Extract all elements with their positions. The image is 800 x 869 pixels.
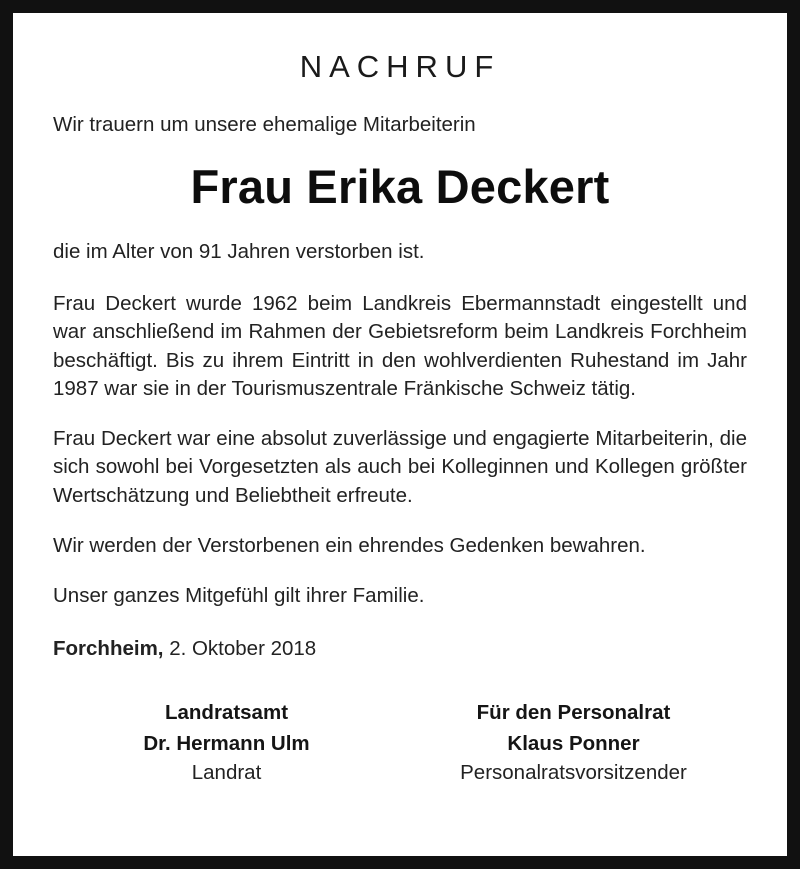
signature-organisation: Landratsamt xyxy=(164,700,289,724)
body-paragraph-3: Wir werden der Verstorbenen ein ehrendes Gedenken bewahren. xyxy=(53,533,646,557)
body-paragraph-4: Unser ganzes Mitgefühl gilt ihrer Familie. xyxy=(53,584,425,608)
intro-text: Wir trauern um unsere ehemalige Mitarbeiterin xyxy=(53,113,476,136)
signature-block xyxy=(53,701,747,785)
body-paragraph-2: Frau Deckert war eine absolut zuverlässige und engagierte Mitarbeiterin, die sich sowohl bei Vorgesetzten als auch bei Kolleginnen und Kollegen größter Wertschätzung und Beliebtheit erfreute. xyxy=(53,427,747,507)
place-label: Forchheim, xyxy=(53,636,164,660)
signature-role: Personalratsvorsitzender xyxy=(460,760,687,784)
page-title: NACHRUF xyxy=(299,49,501,84)
signature-column-right xyxy=(400,701,747,785)
date-label: 2. Oktober 2018 xyxy=(163,636,317,660)
signature-role: Landrat xyxy=(191,760,262,784)
age-statement: die im Alter von 91 Jahren verstorben ist. xyxy=(53,240,425,263)
signature-person: Klaus Ponner xyxy=(507,731,640,755)
body-paragraph-1: Frau Deckert wurde 1962 beim Landkreis Ebermannstadt eingestellt und war anschließend im Rahmen der Gebietsreform beim Landkreis Forchheim beschäftigt. Bis zu ihrem Eintritt in den wohlverdienten Ruhestand im Jahr 1987 war sie in der Tourismuszentrale Fränkische Schweiz tätig. xyxy=(53,292,747,400)
place-date-line xyxy=(53,637,747,661)
signature-person: Dr. Hermann Ulm xyxy=(143,731,310,755)
signature-organisation: Für den Personalrat xyxy=(476,700,671,724)
signature-column-left xyxy=(53,701,400,785)
deceased-name: Frau Erika Deckert xyxy=(190,160,610,213)
